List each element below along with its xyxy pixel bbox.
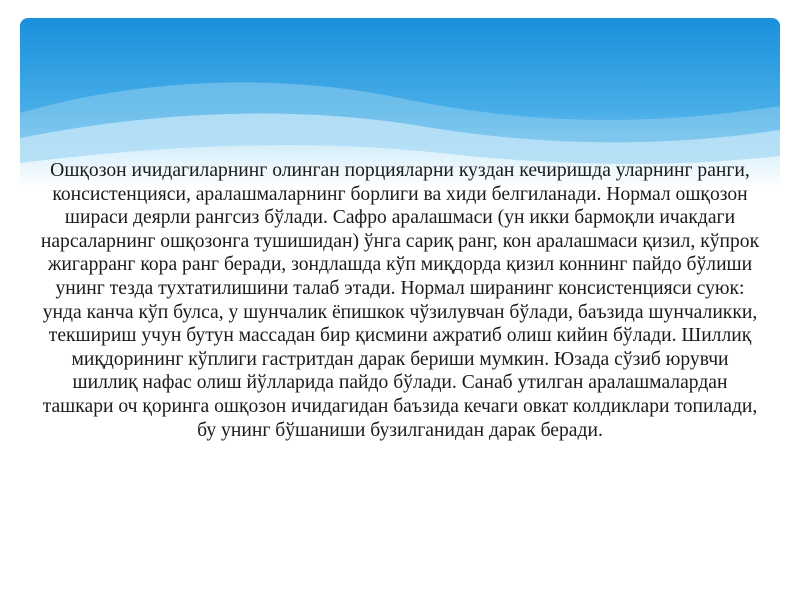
slide-body-text: Ошқозон ичидагиларнинг олинган порцияларни куздан кечиришда уларнинг ранги, консистенцияси, аралашмаларнинг борлиги ва хиди белгиланади. Нормал ошқозон шираси деярли рангсиз бўлади. Сафро аралашмаси (ун икки бармоқли ичакдаги нарсаларнинг ошқозонга тушишидан) ўнга сариқ ранг, кон аралашмаси қизил, кўпрок жигарранг кора ранг беради, зондлашда кўп миқдорда қизил коннинг пайдо бўлиши унинг тезда тухтатилишини талаб этади. Нормал ширанинг консистенцияси суюк: унда канча кўп булса, у шунчалик ёпишкок чўзилувчан бўлади, баъзида шунчаликки, текшириш учун бутун массадан бир қисмини ажратиб олиш кийин бўлади. Шиллиқ миқдорининг кўплиги гастритдан дарак бериши мумкин. Юзада сўзиб юрувчи шиллиқ нафас олиш йўлларида пайдо бўлади. Санаб утилган аралашмалардан ташкари оч қоринга ошқозон ичидагидан баъзида кечаги овкат колдиклари топилади, бу унинг бўшаниши бузилганидан дарак беради. <box>40 160 760 441</box>
